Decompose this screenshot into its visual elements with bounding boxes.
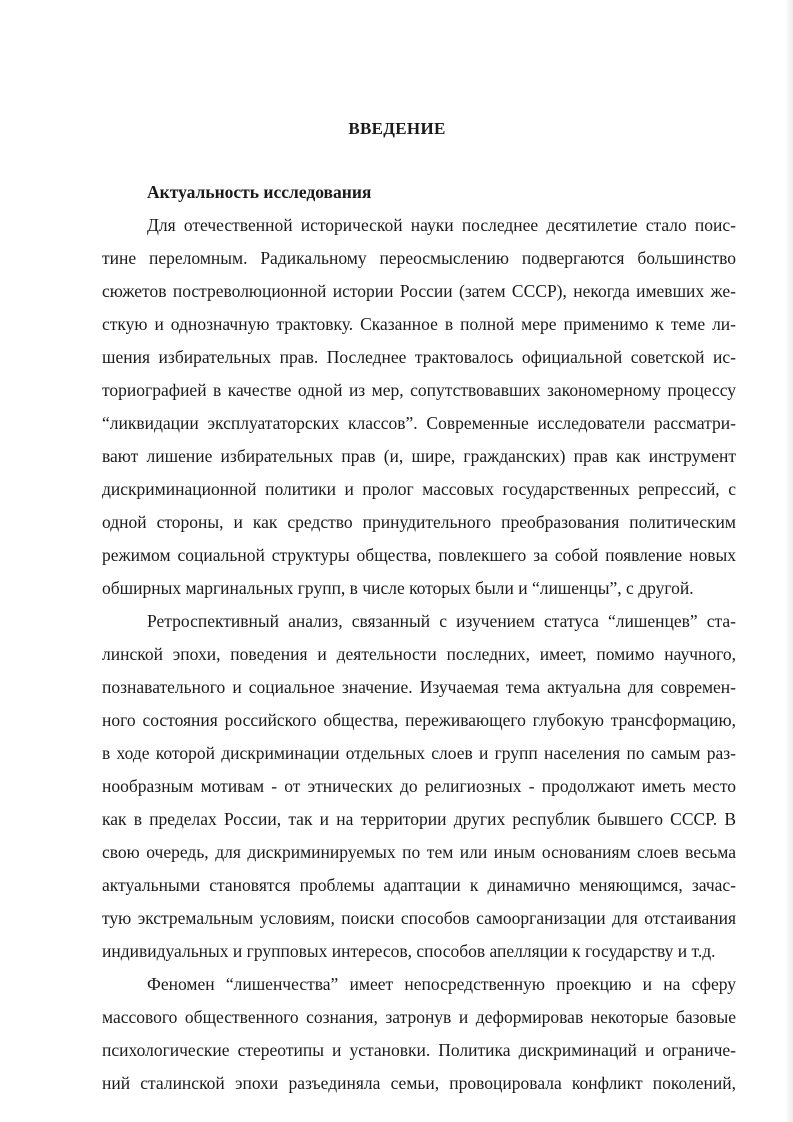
paragraph-line: тине переломным. Радикальному переосмыслению подвергаются большинство <box>102 248 736 268</box>
paragraph-line: психологические стереотипы и установки. Политика дискриминаций и ограниче- <box>102 1040 736 1060</box>
paragraph-line: шения избирательных прав. Последнее трактовалось официальной советской ис- <box>102 347 736 367</box>
paragraph-line: обширных маргинальных групп, в числе которых были и “лишенцы”, с другой. <box>102 578 694 598</box>
section-subheading: Актуальность исследования <box>147 182 372 202</box>
paragraph-line: познавательного и социальное значение. Изучаемая тема актуальна для современ- <box>102 677 736 697</box>
paragraph-line: нообразным мотивам - от этнических до религиозных - продолжают иметь место <box>102 776 736 796</box>
paragraph-line: Феномен “лишенчества” имеет непосредственную проекцию и на сферу <box>147 974 736 994</box>
body-text <box>102 176 736 1100</box>
page-heading: ВВЕДЕНИЕ <box>348 119 446 138</box>
paragraph-line: Для отечественной исторической науки последнее десятилетие стало поис- <box>147 215 736 235</box>
paragraph-line: в ходе которой дискриминации отдельных слоев и групп населения по самым раз- <box>102 743 736 763</box>
paragraph-line: режимом социальной структуры общества, повлекшего за собой появление новых <box>102 545 736 565</box>
paragraph-line: ториографией в качестве одной из мер, сопутствовавших закономерному процессу <box>102 380 736 400</box>
paragraph-line: ного состояния российского общества, переживающего глубокую трансформацию, <box>102 710 736 730</box>
paragraph-line: индивидуальных и групповых интересов, способов апелляции к государству и т.д. <box>102 941 716 961</box>
paragraph-line: как в пределах России, так и на территории других республик бывшего СССР. В <box>102 809 736 829</box>
paragraph-line: свою очередь, для дискриминируемых по тем или иным основаниям слоев весьма <box>102 842 736 862</box>
paragraph-line: тую экстремальным условиям, поиски способов самоорганизации для отстаивания <box>102 908 736 928</box>
paragraph-line: ний сталинской эпохи разъединяла семьи, провоцировала конфликт поколений, <box>102 1073 736 1093</box>
paragraph-line: линской эпохи, поведения и деятельности последних, имеет, помимо научного, <box>102 644 736 664</box>
page-edge-shadow <box>785 0 793 1122</box>
paragraph-line: “ликвидации эксплуататорских классов”. Современные исследователи рассматри- <box>102 413 736 433</box>
paragraph-line: актуальными становятся проблемы адаптации к динамично меняющимся, зачас- <box>102 875 736 895</box>
paragraph-line: дискриминационной политики и пролог массовых государственных репрессий, с <box>102 479 736 499</box>
paragraph-line: одной стороны, и как средство принудительного преобразования политическим <box>102 512 736 532</box>
paragraph-line: вают лишение избирательных прав (и, шире, гражданских) прав как инструмент <box>102 446 736 466</box>
paragraph-line: сткую и однозначную трактовку. Сказанное в полной мере применимо к теме ли- <box>102 314 736 334</box>
paragraph-line: сюжетов постреволюционной истории России (затем СССР), некогда имевших же- <box>102 281 736 301</box>
paragraph-line: массового общественного сознания, затронув и деформировав некоторые базовые <box>102 1007 736 1027</box>
paragraph-line: Ретроспективный анализ, связанный с изучением статуса “лишенцев” ста- <box>147 611 736 631</box>
